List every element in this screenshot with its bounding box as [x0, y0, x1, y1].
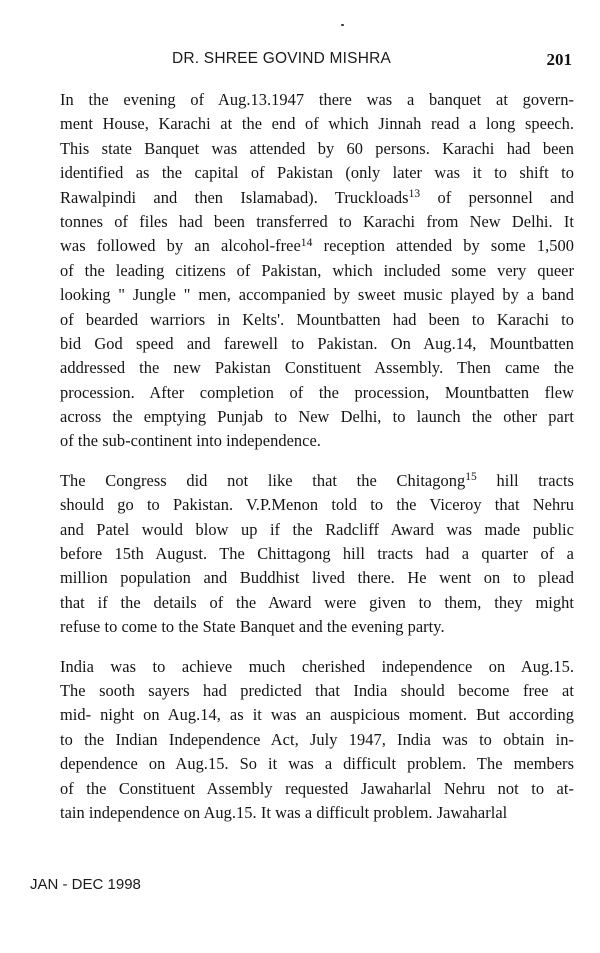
- running-header-title: DR. SHREE GOVIND MISHRA: [172, 50, 392, 67]
- text-segment: to the Indian Independence Act, July 1947, India was to obtain in-: [60, 729, 574, 749]
- text-line: [60, 679, 574, 703]
- text-line: [60, 493, 574, 517]
- text-line: [60, 112, 574, 136]
- text-segment: before 15th August. The Chittagong hill tracts had a quarter of a: [60, 544, 574, 564]
- text-line: [60, 655, 574, 679]
- running-header: [62, 50, 572, 74]
- text-segment: hill tracts: [476, 470, 574, 490]
- text-line: [60, 429, 574, 453]
- paragraph: [60, 469, 574, 640]
- text-segment: of the Constituent Assembly requested Jawaharlal Nehru not to at-: [60, 778, 574, 798]
- text-segment: looking " Jungle " men, accompanied by sweet music played by a band: [60, 285, 574, 305]
- text-line: [60, 518, 574, 542]
- text-segment: reception attended by some 1,500: [312, 236, 574, 256]
- text-segment: million population and Buddhist lived there. He went on to plead: [60, 568, 574, 588]
- text-line: [60, 728, 574, 752]
- body-text: [60, 88, 574, 840]
- text-line: [60, 566, 574, 590]
- footnote-reference: 13: [408, 188, 421, 201]
- text-segment: of personnel and: [420, 187, 574, 207]
- footnote-reference: 15: [465, 471, 477, 484]
- text-segment: of bearded warriors in Kelts'. Mountbatten had been to Karachi to: [60, 309, 574, 329]
- text-line: [60, 88, 574, 112]
- footnote-reference: 14: [300, 236, 313, 249]
- text-segment: procession. After completion of the procession, Mountbatten flew: [60, 382, 574, 402]
- text-line: [60, 332, 574, 356]
- text-line: [60, 137, 574, 161]
- text-segment: identified as the capital of Pakistan (only later was it to shift to: [60, 163, 574, 183]
- text-segment: bid God speed and farewell to Pakistan. On Aug.14, Mountbatten: [60, 333, 574, 353]
- text-line: [60, 161, 574, 185]
- text-line: [60, 405, 574, 429]
- scan-speck: [341, 24, 344, 26]
- text-segment: of the leading citizens of Pakistan, which included some very queer: [60, 260, 574, 280]
- text-segment: dependence on Aug.15. So it was a difficult problem. The members: [60, 754, 574, 774]
- text-segment: ment House, Karachi at the end of which Jinnah read a long speech.: [60, 114, 574, 134]
- text-segment: of the sub-continent into independence.: [60, 431, 321, 451]
- text-line: [60, 801, 574, 825]
- footer-date: JAN - DEC 1998: [30, 876, 141, 893]
- text-line: [60, 777, 574, 801]
- text-line: [60, 542, 574, 566]
- text-segment: India was to achieve much cherished independence on Aug.15.: [60, 656, 574, 676]
- text-segment: The sooth sayers had predicted that India should become free at: [60, 680, 574, 700]
- text-line: [60, 283, 574, 307]
- text-segment: addressed the new Pakistan Constituent Assembly. Then came the: [60, 358, 574, 378]
- text-line: [60, 469, 574, 493]
- text-line: [60, 615, 574, 639]
- text-line: [60, 356, 574, 380]
- text-line: [60, 210, 574, 234]
- text-line: [60, 308, 574, 332]
- text-segment: across the emptying Punjab to New Delhi, to launch the other part: [60, 407, 574, 427]
- text-line: [60, 591, 574, 615]
- text-segment: This state Banquet was attended by 60 persons. Karachi had been: [60, 138, 574, 158]
- text-segment: Rawalpindi and then Islamabad). Truckloads: [60, 187, 409, 207]
- text-line: [60, 381, 574, 405]
- text-line: [60, 752, 574, 776]
- text-segment: In the evening of Aug.13.1947 there was a banquet at govern-: [60, 90, 574, 109]
- text-segment: that if the details of the Award were given to them, they might: [60, 592, 574, 612]
- text-segment: and Patel would blow up if the Radcliff Award was made public: [60, 519, 574, 539]
- text-segment: The Congress did not like that the Chitagong: [60, 470, 466, 490]
- paragraph: [60, 88, 574, 454]
- text-line: [60, 703, 574, 727]
- text-segment: tonnes of files had been transferred to Karachi from New Delhi. It: [60, 211, 574, 231]
- text-segment: mid- night on Aug.14, as it was an auspicious moment. But according: [60, 705, 574, 725]
- page-number: 201: [546, 50, 572, 69]
- text-line: [60, 234, 574, 258]
- text-segment: should go to Pakistan. V.P.Menon told to the Viceroy that Nehru: [60, 495, 574, 515]
- text-line: [60, 259, 574, 283]
- text-line: [60, 186, 574, 210]
- text-segment: refuse to come to the State Banquet and the evening party.: [60, 617, 445, 637]
- paragraph: [60, 655, 574, 826]
- text-segment: tain independence on Aug.15. It was a difficult problem. Jawaharlal: [60, 802, 508, 822]
- text-segment: was followed by an alcohol-free: [60, 236, 301, 256]
